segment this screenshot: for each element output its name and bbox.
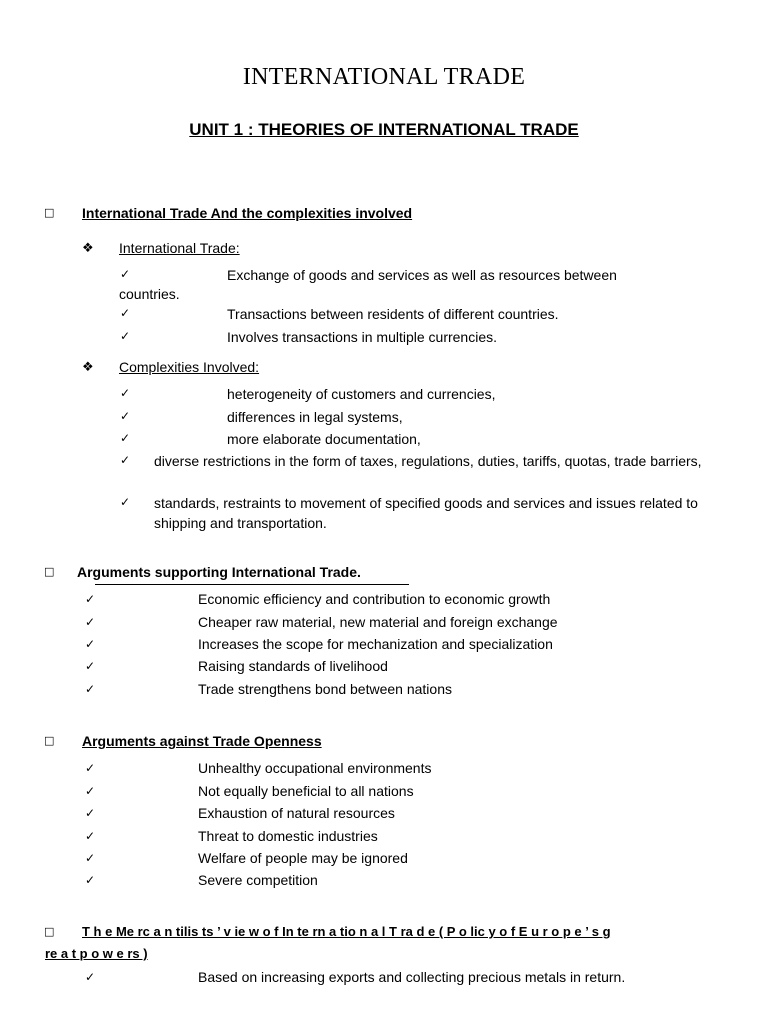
list-item: Based on increasing exports and collecting precious metals in return. [198,969,626,985]
list-item: diverse restrictions in the form of taxes, regulations, duties, tariffs, quotas, trade barriers, [154,453,702,469]
list-item: Exhaustion of natural resources [198,805,395,821]
list-item: differences in legal systems, [227,409,403,425]
section-heading-mercantilists: T h e Me rc a n tilis ts ’ v ie w o f In te rn a tio n a l T ra d e ( P o lic y o f E u r o p e ’ s g [82,924,611,939]
list-item: Trade strengthens bond between nations [198,681,452,697]
diamond-bullet-icon: ❖ [82,360,94,375]
list-item: Severe competition [198,872,318,888]
list-item: Unhealthy occupational environments [198,760,432,776]
tick-bullet-icon: ✓ [85,637,96,651]
section-heading-mercantilists-continued: re a t p o w e rs ) [45,946,148,961]
diamond-bullet-icon: ❖ [82,241,94,256]
section-marker-icon: □ [44,206,55,219]
list-item: Transactions between residents of different countries. [227,306,559,322]
section-heading-supporting: Arguments supporting International Trade. [77,564,361,580]
list-item: standards, restraints to movement of specified goods and services and issues related to shipping and transportation. [154,495,698,531]
subheading-complexities: Complexities Involved: [119,359,260,375]
tick-bullet-icon: ✓ [120,409,131,423]
tick-bullet-icon: ✓ [85,682,96,696]
tick-bullet-icon: ✓ [120,495,131,509]
tick-bullet-icon: ✓ [120,329,131,343]
tick-bullet-icon: ✓ [85,873,96,887]
tick-bullet-icon: ✓ [85,761,96,775]
list-item: Welfare of people may be ignored [198,850,408,866]
section-marker-icon: □ [44,734,55,747]
section-marker-icon: □ [44,925,55,938]
list-item: Cheaper raw material, new material and foreign exchange [198,614,558,630]
tick-bullet-icon: ✓ [120,386,131,400]
tick-bullet-icon: ✓ [120,453,131,467]
tick-bullet-icon: ✓ [85,615,96,629]
tick-bullet-icon: ✓ [85,592,96,606]
section-heading-intro: International Trade And the complexities involved [82,205,413,221]
subheading-international-trade: International Trade: [119,240,240,256]
list-item-continuation: countries. [119,286,180,302]
tick-bullet-icon: ✓ [85,784,96,798]
tick-bullet-icon: ✓ [120,267,131,281]
list-item: more elaborate documentation, [227,431,421,447]
list-item: heterogeneity of customers and currencies, [227,386,496,402]
list-item: Increases the scope for mechanization and specialization [198,636,553,652]
unit-heading: UNIT 1 : THEORIES OF INTERNATIONAL TRADE [189,120,579,139]
list-item: Raising standards of livelihood [198,658,388,674]
tick-bullet-icon: ✓ [120,306,131,320]
section-heading-against: Arguments against Trade Openness [82,733,322,749]
list-item: Exchange of goods and services as well as resources between [227,267,617,283]
tick-bullet-icon: ✓ [85,829,96,843]
tick-bullet-icon: ✓ [85,851,96,865]
tick-bullet-icon: ✓ [120,431,131,445]
list-item: Economic efficiency and contribution to economic growth [198,591,551,607]
section-marker-icon: □ [44,565,55,578]
list-item: Threat to domestic industries [198,828,378,844]
heading-underline [95,584,409,585]
tick-bullet-icon: ✓ [85,659,96,673]
document-title: INTERNATIONAL TRADE [242,64,526,90]
list-item: Involves transactions in multiple currencies. [227,329,498,345]
list-item: Not equally beneficial to all nations [198,783,414,799]
tick-bullet-icon: ✓ [85,970,96,984]
tick-bullet-icon: ✓ [85,806,96,820]
